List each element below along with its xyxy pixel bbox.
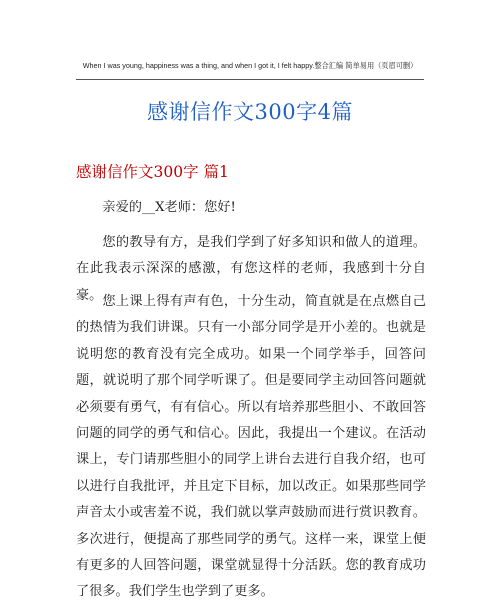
greeting-text: 亲爱的__X老师：您好! [102, 200, 236, 215]
letter-greeting [76, 195, 426, 221]
header-divider [76, 79, 424, 80]
header-english-quote: When I was young, happiness was a thing, and when I got it, I felt happy. [82, 61, 315, 70]
paragraph-text: 您上课上得有声有色，十分生动，简直就是在点燃自己的热情为我们讲课。只有一小部分同学是开小差的。也就是说明您的教育没有完全成功。如果一个同学举手，回答问题，就说明了那个同学听课了。但是要同学主动回答问题就必须要有勇气，有有信心。所以有培养那些胆小、不敢回答问题的同学的勇气和信心。因此，我提出一个建议。在活动课上，专门请那些胆小的同学上讲台去进行自我介绍，也可以进行自我批评，并且定下目标，加以改正。如果那些同学声音太小或害羞不说，我们就以掌声鼓励而进行赏识教育。多次进行，便提高了那些同学的勇气。这样一来，课堂上便有更多的人回答问题，课堂就显得十分活跃。您的教育成功了很多。我们学生也学到了更多。 [76, 294, 426, 600]
header-chinese-note: 整合汇编 简单易用（页眉可删） [314, 61, 418, 70]
page-header [0, 61, 500, 71]
paragraph-text: 您的教导有方，是我们学到了好多知识和做人的道理。在此我表示深深的感激，有您这样的老师，我感到十分自豪。 [76, 235, 426, 303]
paragraph-2 [76, 289, 426, 606]
document-title: 感谢信作文300字4篇 [147, 100, 353, 124]
section-heading: 感谢信作文300字 篇1 [76, 163, 229, 181]
